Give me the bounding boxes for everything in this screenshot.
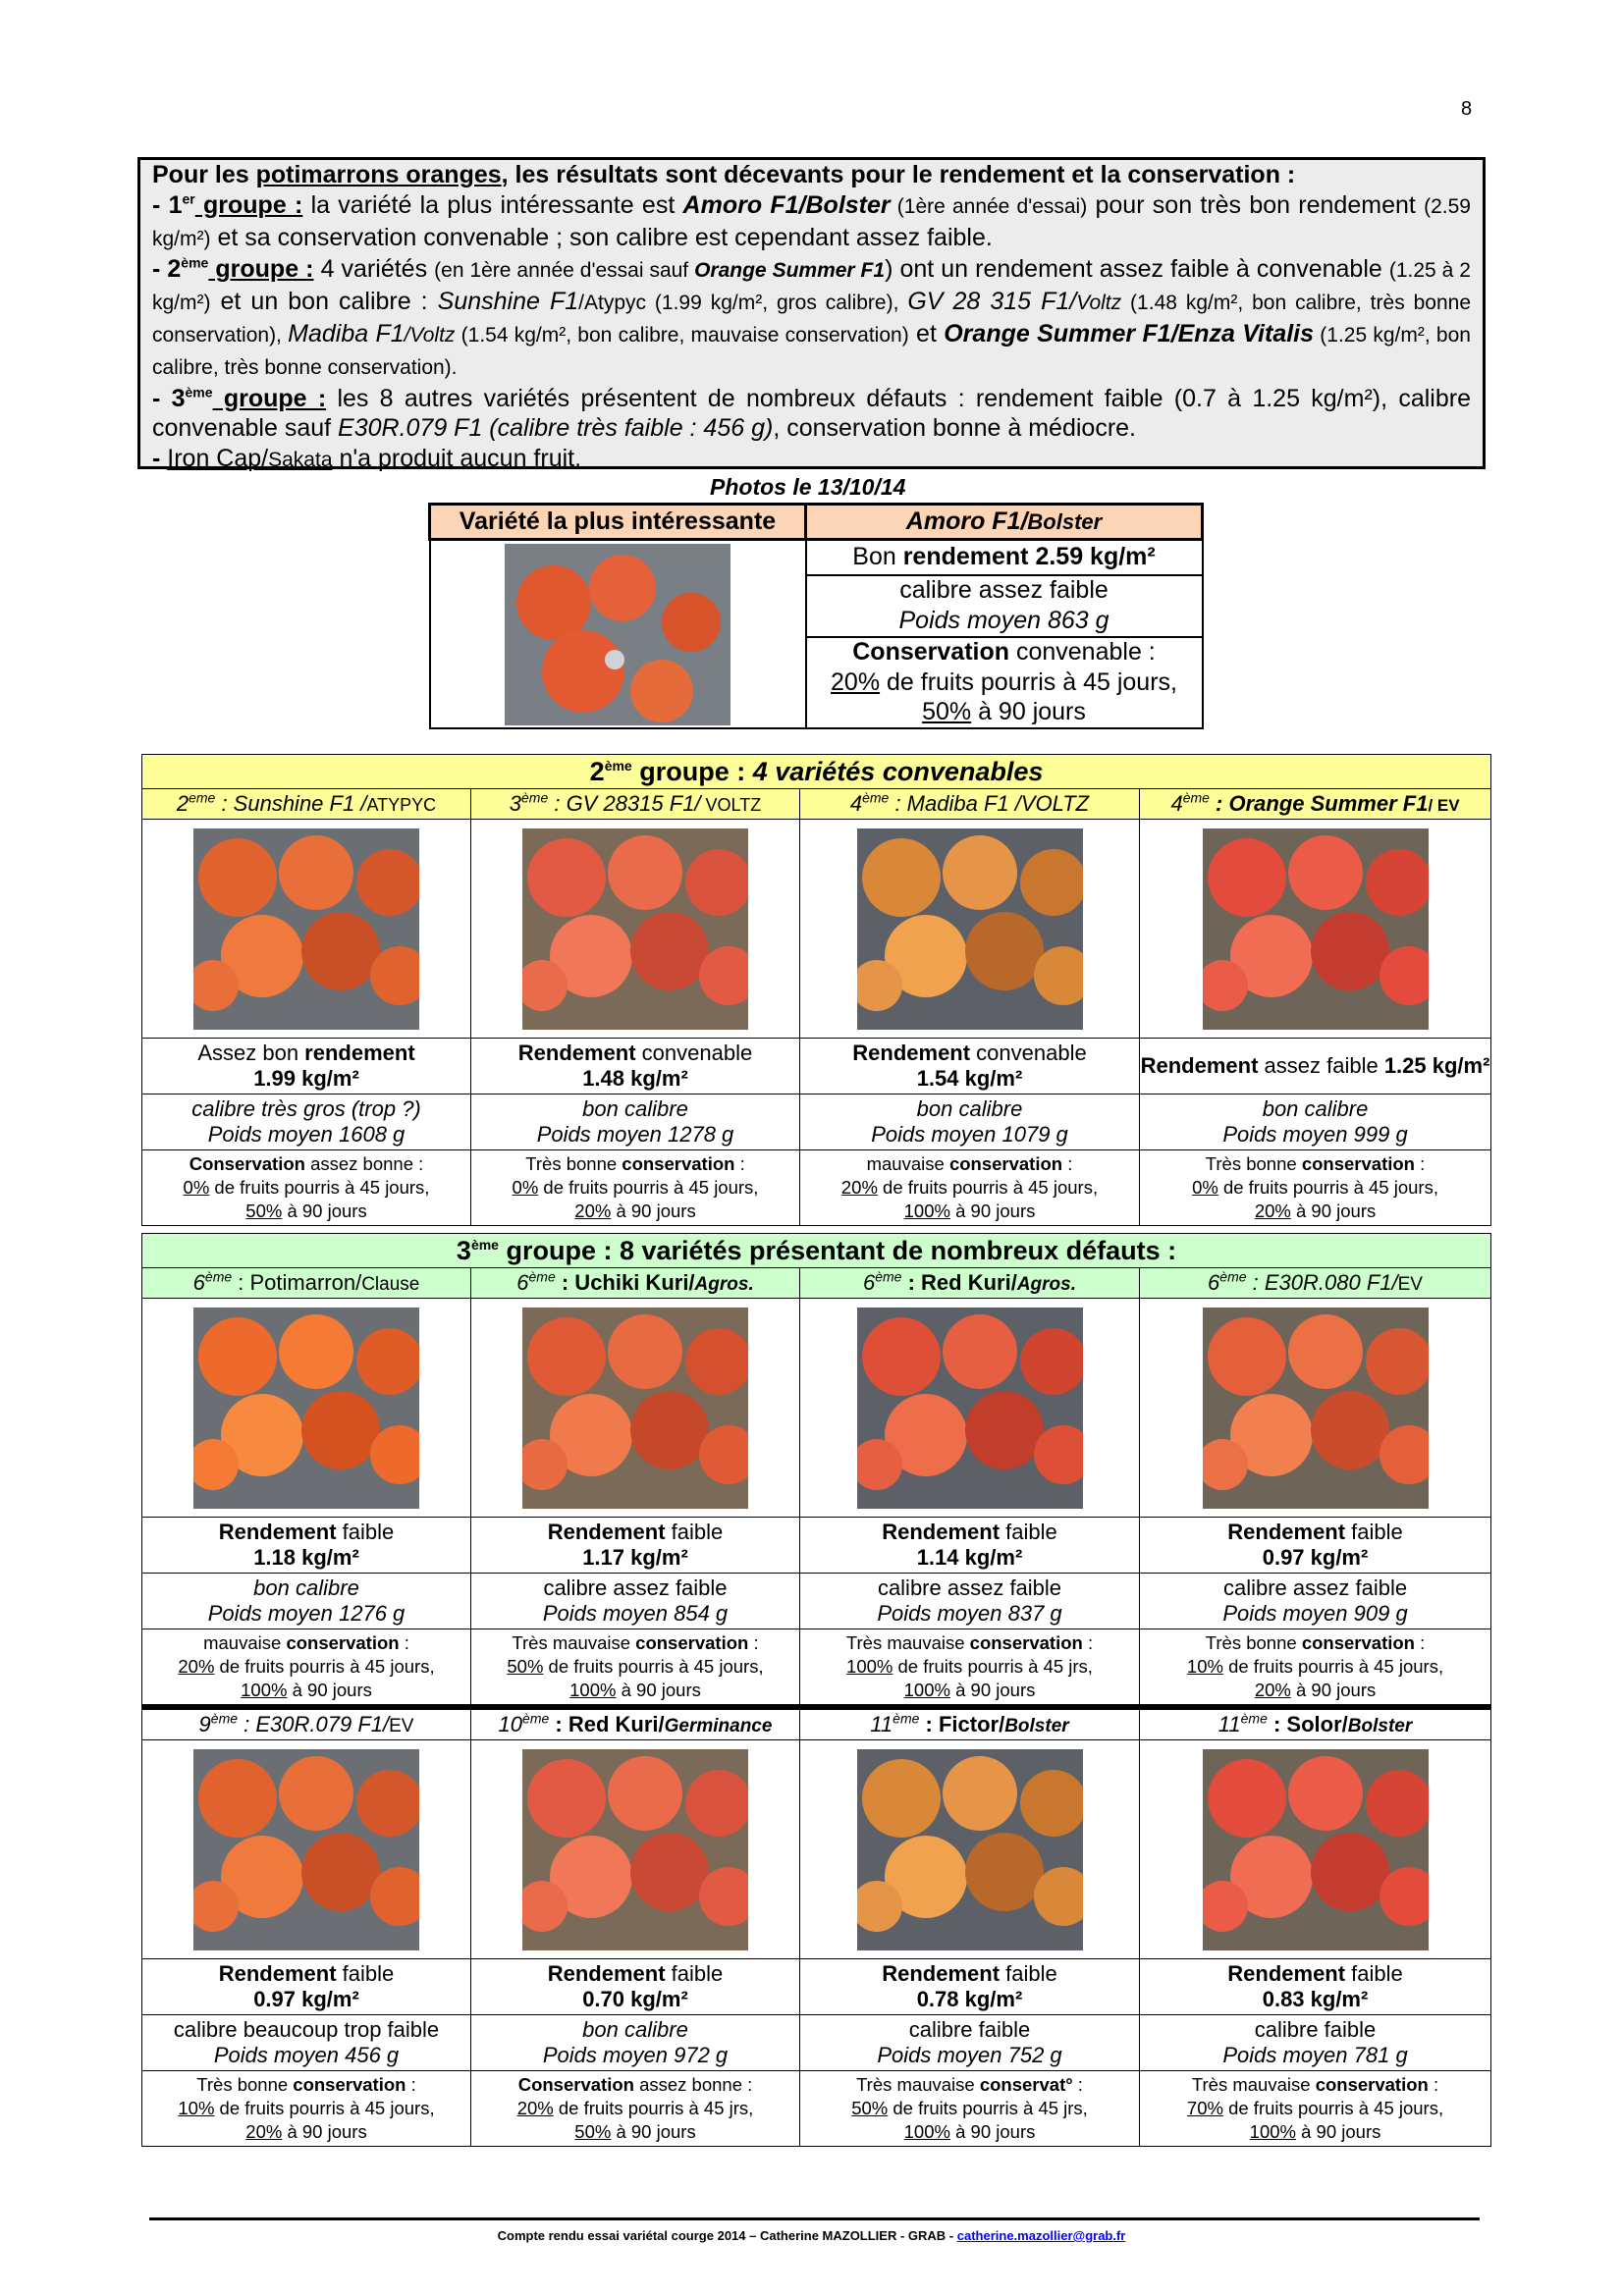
group3-variety-name: 11ème : Fictor/Bolster [800,1707,1140,1740]
group3-variety-caliber: bon calibre Poids moyen 1276 g [142,1574,471,1629]
page-number: 8 [1461,98,1473,120]
group3-variety-name: 10ème : Red Kuri/Germinance [471,1707,800,1740]
pumpkin-photo-icon [522,1308,748,1509]
summary-heading: Pour les potimarrons oranges, les résultats sont décevants pour le rendement et la conservation : [152,161,1296,188]
group2-variety-yield: Rendement convenable 1.54 kg/m² [800,1039,1140,1095]
featured-conservation: Conservation convenable : [806,637,1203,667]
group3-variety-photo [142,1740,471,1959]
pumpkin-photo-icon [522,828,748,1030]
group3-variety-name: 6ème : Red Kuri/Agros. [800,1268,1140,1299]
group3-variety-yield: Rendement faible 1.17 kg/m² [471,1518,800,1574]
group2-variety-name: 3ème : GV 28315 F1/ VOLTZ [471,789,800,820]
featured-caliber: calibre assez faible [806,575,1203,606]
group3-variety-caliber: calibre beaucoup trop faible Poids moyen 456 g [142,2015,471,2071]
group3-title: 3ème groupe : 8 variétés présentant de nombreux défauts : [142,1234,1491,1268]
featured-rot-90: 50% à 90 jours [806,697,1203,728]
photos-caption: Photos le 13/10/14 [710,474,906,500]
group3-variety-conservation: Très mauvaise conservation : 70% de fruits pourris à 45 jours, 100% à 90 jours [1140,2071,1491,2147]
group2-variety-name: 4ème : Orange Summer F1/ EV [1140,789,1491,820]
group3-variety-yield: Rendement faible 0.83 kg/m² [1140,1959,1491,2015]
group3-variety-photo [471,1740,800,1959]
pumpkin-photo-icon [1203,1749,1429,1950]
group3-variety-photo [800,1740,1140,1959]
group3-variety-caliber: calibre faible Poids moyen 752 g [800,2015,1140,2071]
pumpkin-photo-icon [857,828,1083,1030]
featured-rot-45: 20% de fruits pourris à 45 jours, [806,667,1203,697]
group3-variety-conservation: Conservation assez bonne : 20% de fruits pourris à 45 jrs, 50% à 90 jours [471,2071,800,2147]
featured-variety-table [428,503,1204,729]
group3-variety-yield: Rendement faible 0.78 kg/m² [800,1959,1140,2015]
group3-variety-conservation: Très bonne conservation : 10% de fruits pourris à 45 jours, 20% à 90 jours [142,2071,471,2147]
group3-variety-yield: Rendement faible 0.97 kg/m² [1140,1518,1491,1574]
summary-ironcap: - Iron Cap/Sakata n'a produit aucun fruit. [152,445,582,473]
group3-variety-conservation: Très mauvaise conservat° : 50% de fruits pourris à 45 jrs, 100% à 90 jours [800,2071,1140,2147]
group2-variety-conservation: mauvaise conservation : 20% de fruits pourris à 45 jours, 100% à 90 jours [800,1150,1140,1226]
group2-variety-photo [471,820,800,1039]
group2-variety-photo [142,820,471,1039]
group2-table [141,754,1491,1226]
group2-variety-yield: Rendement assez faible 1.25 kg/m² [1140,1039,1491,1095]
featured-weight: Poids moyen 863 g [806,606,1203,636]
group3-variety-yield: Rendement faible 0.97 kg/m² [142,1959,471,2015]
group2-variety-caliber: bon calibre Poids moyen 1079 g [800,1095,1140,1150]
featured-photo [430,540,806,729]
group2-variety-caliber: bon calibre Poids moyen 999 g [1140,1095,1491,1150]
group3-variety-name: 6ème : Potimarron/Clause [142,1268,471,1299]
summary-group1: - 1er groupe : la variété la plus intéressante est Amoro F1/Bolster (1ère année d'essai) pour son très bon rendement (2.59 kg/m²) et sa conservation convenable ; son calibre est cependant assez faible. [152,190,1471,251]
pumpkin-photo-icon [505,544,730,725]
group3-variety-conservation: Très bonne conservation : 10% de fruits pourris à 45 jours, 20% à 90 jours [1140,1629,1491,1708]
group3-variety-caliber: calibre assez faible Poids moyen 854 g [471,1574,800,1629]
group3-variety-photo [1140,1299,1491,1518]
group3-variety-name: 6ème : E30R.080 F1/EV [1140,1268,1491,1299]
group2-variety-name: 4ème : Madiba F1 /VOLTZ [800,789,1140,820]
pumpkin-photo-icon [1203,828,1429,1030]
footer-rule [149,2217,1480,2220]
group3-variety-conservation: Très mauvaise conservation : 100% de fruits pourris à 45 jrs, 100% à 90 jours [800,1629,1140,1708]
group2-variety-caliber: bon calibre Poids moyen 1278 g [471,1095,800,1150]
group3-variety-photo [800,1299,1140,1518]
featured-header-label: Variété la plus intéressante [430,505,806,540]
group2-variety-conservation: Très bonne conservation : 0% de fruits pourris à 45 jours, 20% à 90 jours [471,1150,800,1226]
summary-group3: - 3ème groupe : les 8 autres variétés présentent de nombreux défauts : rendement faible (0.7 à 1.25 kg/m²), calibre convenable sauf E30R.079 F1 (calibre très faible : 456 g), conservation bonne à médiocre. [152,384,1471,443]
group3-variety-conservation: mauvaise conservation : 20% de fruits pourris à 45 jours, 100% à 90 jours [142,1629,471,1708]
group2-variety-caliber: calibre très gros (trop ?) Poids moyen 1608 g [142,1095,471,1150]
footer-email-link[interactable]: catherine.mazollier@grab.fr [956,2228,1126,2243]
group3-variety-caliber: calibre assez faible Poids moyen 837 g [800,1574,1140,1629]
group3-variety-caliber: calibre faible Poids moyen 781 g [1140,2015,1491,2071]
group3-variety-photo [142,1299,471,1518]
group2-variety-photo [1140,820,1491,1039]
pumpkin-photo-icon [1203,1308,1429,1509]
group2-variety-conservation: Très bonne conservation : 0% de fruits pourris à 45 jours, 20% à 90 jours [1140,1150,1491,1226]
featured-yield: Bon rendement 2.59 kg/m² [806,540,1203,575]
group3-variety-yield: Rendement faible 0.70 kg/m² [471,1959,800,2015]
group3-table [141,1233,1491,2147]
group3-variety-caliber: bon calibre Poids moyen 972 g [471,2015,800,2071]
group3-variety-name: 9ème : E30R.079 F1/EV [142,1707,471,1740]
pumpkin-photo-icon [193,828,419,1030]
summary-group2: - 2ème groupe : 4 variétés (en 1ère année d'essai sauf Orange Summer F1) ont un rendement assez faible à convenable (1.25 à 2 kg/m²) et un bon calibre : Sunshine F1/Atypyc (1.99 kg/m², gros calibre), GV 28 315 F1/Voltz (1.48 kg/m², bon calibre, très bonne conservation), Madiba F1/Voltz (1.54 kg/m², bon calibre, mauvaise conservation) et Orange Summer F1/Enza Vitalis (1.25 kg/m², bon calibre, très bonne conservation). [152,255,1472,379]
group2-variety-conservation: Conservation assez bonne : 0% de fruits pourris à 45 jours, 50% à 90 jours [142,1150,471,1226]
group3-variety-name: 11ème : Solor/Bolster [1140,1707,1491,1740]
group3-variety-yield: Rendement faible 1.18 kg/m² [142,1518,471,1574]
pumpkin-photo-icon [193,1749,419,1950]
pumpkin-photo-icon [857,1749,1083,1950]
group3-variety-name: 6ème : Uchiki Kuri/Agros. [471,1268,800,1299]
group3-variety-conservation: Très mauvaise conservation : 50% de fruits pourris à 45 jours, 100% à 90 jours [471,1629,800,1708]
pumpkin-photo-icon [857,1308,1083,1509]
group2-variety-photo [800,820,1140,1039]
group3-variety-photo [1140,1740,1491,1959]
group3-variety-yield: Rendement faible 1.14 kg/m² [800,1518,1140,1574]
group3-variety-caliber: calibre assez faible Poids moyen 909 g [1140,1574,1491,1629]
group3-variety-photo [471,1299,800,1518]
group2-variety-yield: Rendement convenable 1.48 kg/m² [471,1039,800,1095]
summary-box [137,157,1486,473]
group2-title: 2ème groupe : 4 variétés convenables [142,755,1491,789]
pumpkin-photo-icon [522,1749,748,1950]
footer: Compte rendu essai variétal courge 2014 – Catherine MAZOLLIER - GRAB - catherine.mazollier@grab.fr [497,2228,1126,2243]
group2-variety-yield: Assez bon rendement 1.99 kg/m² [142,1039,471,1095]
featured-header-variety: Amoro F1/Bolster [806,505,1203,540]
group2-variety-name: 2eme : Sunshine F1 /ATYPYC [142,789,471,820]
pumpkin-photo-icon [193,1308,419,1509]
